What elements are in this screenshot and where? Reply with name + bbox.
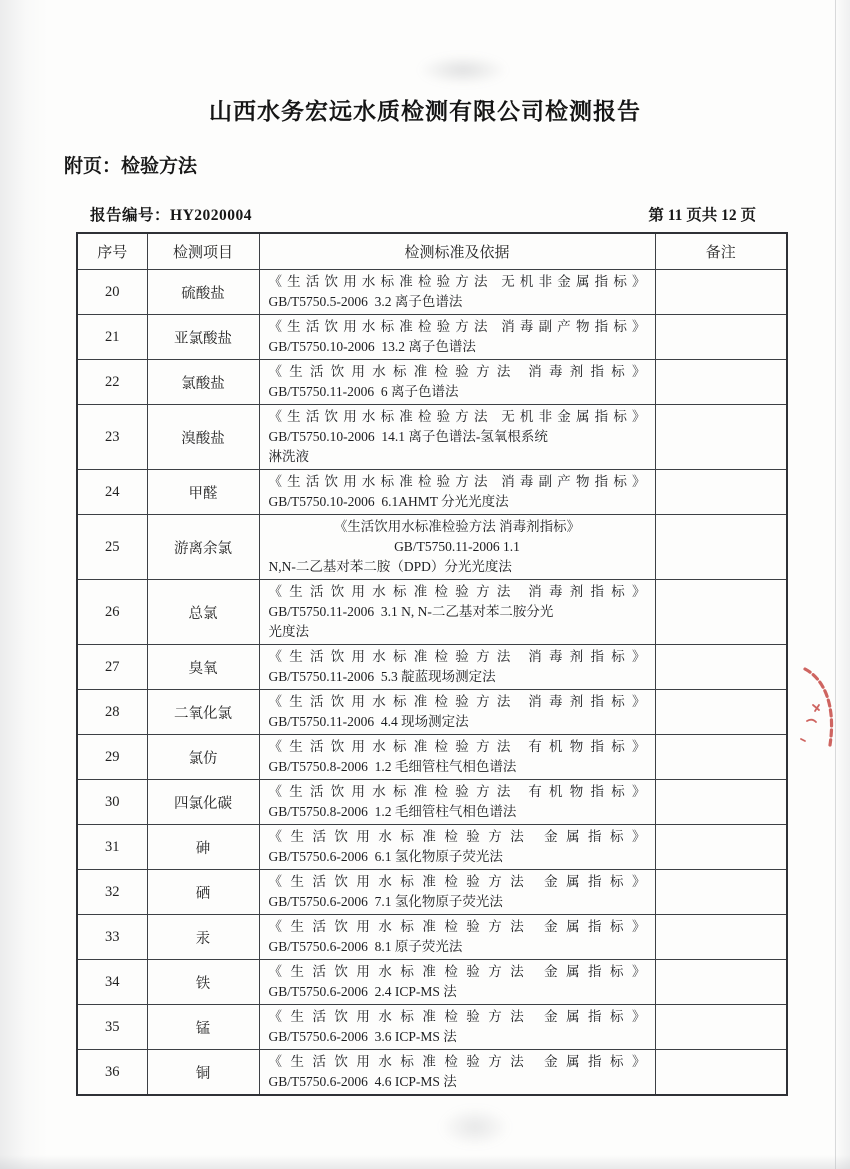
- row-remark: [655, 825, 787, 870]
- row-no: 32: [77, 870, 147, 915]
- standard-line: GB/T5750.10-2006 14.1 离子色谱法-氢氧根系统: [268, 429, 548, 444]
- row-item: 锰: [147, 1005, 259, 1050]
- row-standard: [259, 825, 655, 870]
- standard-line: 《生活饮用水标准检验方法 有机物指标》: [268, 784, 646, 799]
- table-row: [77, 1005, 787, 1050]
- standard-line: 淋洗液: [268, 449, 309, 464]
- standard-line: 《生活饮用水标准检验方法 金属指标》: [268, 1009, 646, 1024]
- table-row: [77, 360, 787, 405]
- standard-line: GB/T5750.11-2006 6 离子色谱法: [268, 384, 459, 399]
- row-standard: [259, 315, 655, 360]
- row-standard: [259, 735, 655, 780]
- row-remark: [655, 780, 787, 825]
- row-remark: [655, 1005, 787, 1050]
- row-standard: [259, 470, 655, 515]
- row-remark: [655, 360, 787, 405]
- scan-smudge-bottom: [440, 1107, 510, 1147]
- row-standard: [259, 1050, 655, 1096]
- row-standard: [259, 690, 655, 735]
- row-standard: [259, 405, 655, 470]
- standard-line: GB/T5750.10-2006 13.2 离子色谱法: [268, 339, 476, 354]
- row-item: 亚氯酸盐: [147, 315, 259, 360]
- row-remark: [655, 405, 787, 470]
- col-header-standard: 检测标准及依据: [259, 233, 655, 270]
- standard-line: 《生活饮用水标准检验方法 消毒剂指标》: [268, 364, 646, 379]
- row-no: 21: [77, 315, 147, 360]
- row-remark: [655, 915, 787, 960]
- table-row: [77, 870, 787, 915]
- row-no: 29: [77, 735, 147, 780]
- row-item: 游离余氯: [147, 515, 259, 580]
- row-remark: [655, 470, 787, 515]
- row-no: 36: [77, 1050, 147, 1096]
- standard-line: 《生活饮用水标准检验方法 金属指标》: [268, 874, 646, 889]
- row-remark: [655, 315, 787, 360]
- row-item: 氯仿: [147, 735, 259, 780]
- report-meta-row: [76, 203, 786, 225]
- row-remark: [655, 735, 787, 780]
- row-standard: [259, 870, 655, 915]
- row-standard: [259, 580, 655, 645]
- row-no: 33: [77, 915, 147, 960]
- standard-line: GB/T5750.6-2006 6.1 氢化物原子荧光法: [268, 849, 503, 864]
- methods-table-body: [77, 270, 787, 1096]
- table-row: [77, 270, 787, 315]
- red-stamp-fragment: [795, 663, 847, 763]
- standard-line: 《生活饮用水标准检验方法 无机非金属指标》: [268, 409, 646, 424]
- row-item: 砷: [147, 825, 259, 870]
- standard-line: GB/T5750.6-2006 2.4 ICP-MS 法: [268, 984, 457, 999]
- standard-line: 《生活饮用水标准检验方法 消毒剂指标》: [268, 584, 646, 599]
- standard-line: 《生活饮用水标准检验方法 金属指标》: [268, 919, 646, 934]
- standard-line: 《生活饮用水标准检验方法 消毒副产物指标》: [268, 474, 646, 489]
- standard-line: 《生活饮用水标准检验方法 有机物指标》: [268, 739, 646, 754]
- table-row: [77, 690, 787, 735]
- row-remark: [655, 870, 787, 915]
- scan-edge-left: [0, 0, 48, 1169]
- col-header-remark: 备注: [655, 233, 787, 270]
- table-row: [77, 405, 787, 470]
- row-item: 四氯化碳: [147, 780, 259, 825]
- row-no: 34: [77, 960, 147, 1005]
- row-standard: [259, 1005, 655, 1050]
- row-standard: [259, 960, 655, 1005]
- standard-line: GB/T5750.10-2006 6.1AHMT 分光光度法: [268, 494, 509, 509]
- standard-line: GB/T5750.11-2006 1.1: [394, 539, 520, 554]
- row-remark: [655, 645, 787, 690]
- table-row: [77, 580, 787, 645]
- standard-line: 《生活饮用水标准检验方法 消毒剂指标》: [333, 519, 581, 534]
- row-no: 31: [77, 825, 147, 870]
- standard-line: 《生活饮用水标准检验方法 金属指标》: [268, 964, 646, 979]
- scan-fold-line: [835, 0, 836, 1169]
- standard-line: GB/T5750.8-2006 1.2 毛细管柱气相色谱法: [268, 759, 517, 774]
- row-standard: [259, 270, 655, 315]
- row-item: 硫酸盐: [147, 270, 259, 315]
- row-standard: [259, 515, 655, 580]
- methods-table: [76, 232, 788, 1096]
- standard-line: 《生活饮用水标准检验方法 金属指标》: [268, 1054, 646, 1069]
- standard-line: GB/T5750.5-2006 3.2 离子色谱法: [268, 294, 463, 309]
- page-title: 山西水务宏远水质检测有限公司检测报告: [209, 99, 641, 124]
- standard-line: GB/T5750.6-2006 4.6 ICP-MS 法: [268, 1074, 457, 1089]
- row-item: 氯酸盐: [147, 360, 259, 405]
- row-item: 二氧化氯: [147, 690, 259, 735]
- row-remark: [655, 580, 787, 645]
- row-item: 汞: [147, 915, 259, 960]
- standard-line: GB/T5750.6-2006 7.1 氢化物原子荧光法: [268, 894, 503, 909]
- standard-line: 《生活饮用水标准检验方法 消毒剂指标》: [268, 694, 646, 709]
- row-remark: [655, 1050, 787, 1096]
- row-no: 23: [77, 405, 147, 470]
- row-no: 20: [77, 270, 147, 315]
- col-header-no: 序号: [77, 233, 147, 270]
- row-item: 铁: [147, 960, 259, 1005]
- report-no-label: 报告编号：: [90, 207, 171, 224]
- row-item: 甲醛: [147, 470, 259, 515]
- standard-line: N,N-二乙基对苯二胺（DPD）分光光度法: [268, 559, 512, 574]
- standard-line: GB/T5750.11-2006 3.1 N, N-二乙基对苯二胺分光: [268, 604, 554, 619]
- table-row: [77, 645, 787, 690]
- row-no: 35: [77, 1005, 147, 1050]
- standard-line: 光度法: [268, 624, 309, 639]
- standard-line: 《生活饮用水标准检验方法 金属指标》: [268, 829, 646, 844]
- row-remark: [655, 515, 787, 580]
- standard-line: GB/T5750.11-2006 4.4 现场测定法: [268, 714, 469, 729]
- row-remark: [655, 270, 787, 315]
- row-item: 铜: [147, 1050, 259, 1096]
- standard-line: 《生活饮用水标准检验方法 无机非金属指标》: [268, 274, 646, 289]
- row-no: 22: [77, 360, 147, 405]
- table-header-row: [77, 233, 787, 270]
- scan-edge-bottom: [0, 1155, 850, 1169]
- row-item: 臭氧: [147, 645, 259, 690]
- row-no: 26: [77, 580, 147, 645]
- row-item: 硒: [147, 870, 259, 915]
- row-standard: [259, 645, 655, 690]
- page-subtitle: 附页：检验方法: [64, 156, 198, 177]
- table-row: [77, 825, 787, 870]
- row-remark: [655, 960, 787, 1005]
- report-no-value: HY2020004: [170, 207, 253, 224]
- stamp-glyph-mark-2: [807, 720, 816, 722]
- table-row: [77, 915, 787, 960]
- row-no: 27: [77, 645, 147, 690]
- table-row: [77, 1050, 787, 1096]
- standard-line: GB/T5750.6-2006 8.1 原子荧光法: [268, 939, 463, 954]
- row-no: 24: [77, 470, 147, 515]
- standard-line: 《生活饮用水标准检验方法 消毒剂指标》: [268, 649, 646, 664]
- row-standard: [259, 915, 655, 960]
- report-number: [90, 203, 252, 225]
- row-item: 总氯: [147, 580, 259, 645]
- col-header-item: 检测项目: [147, 233, 259, 270]
- table-row: [77, 735, 787, 780]
- row-no: 30: [77, 780, 147, 825]
- table-row: [77, 470, 787, 515]
- table-row: [77, 315, 787, 360]
- row-item: 溴酸盐: [147, 405, 259, 470]
- standard-line: GB/T5750.11-2006 5.3 靛蓝现场测定法: [268, 669, 496, 684]
- page-indicator: 第 11 页共 12 页: [648, 207, 756, 224]
- standard-line: 《生活饮用水标准检验方法 消毒副产物指标》: [268, 319, 646, 334]
- table-row: [77, 780, 787, 825]
- row-standard: [259, 360, 655, 405]
- stamp-glyph-mark-1: [813, 705, 819, 711]
- row-no: 25: [77, 515, 147, 580]
- table-row: [77, 515, 787, 580]
- row-remark: [655, 690, 787, 735]
- stamp-glyph-mark-3: [801, 739, 805, 741]
- standard-line: GB/T5750.8-2006 1.2 毛细管柱气相色谱法: [268, 804, 517, 819]
- table-row: [77, 960, 787, 1005]
- row-no: 28: [77, 690, 147, 735]
- row-standard: [259, 780, 655, 825]
- standard-line: GB/T5750.6-2006 3.6 ICP-MS 法: [268, 1029, 457, 1044]
